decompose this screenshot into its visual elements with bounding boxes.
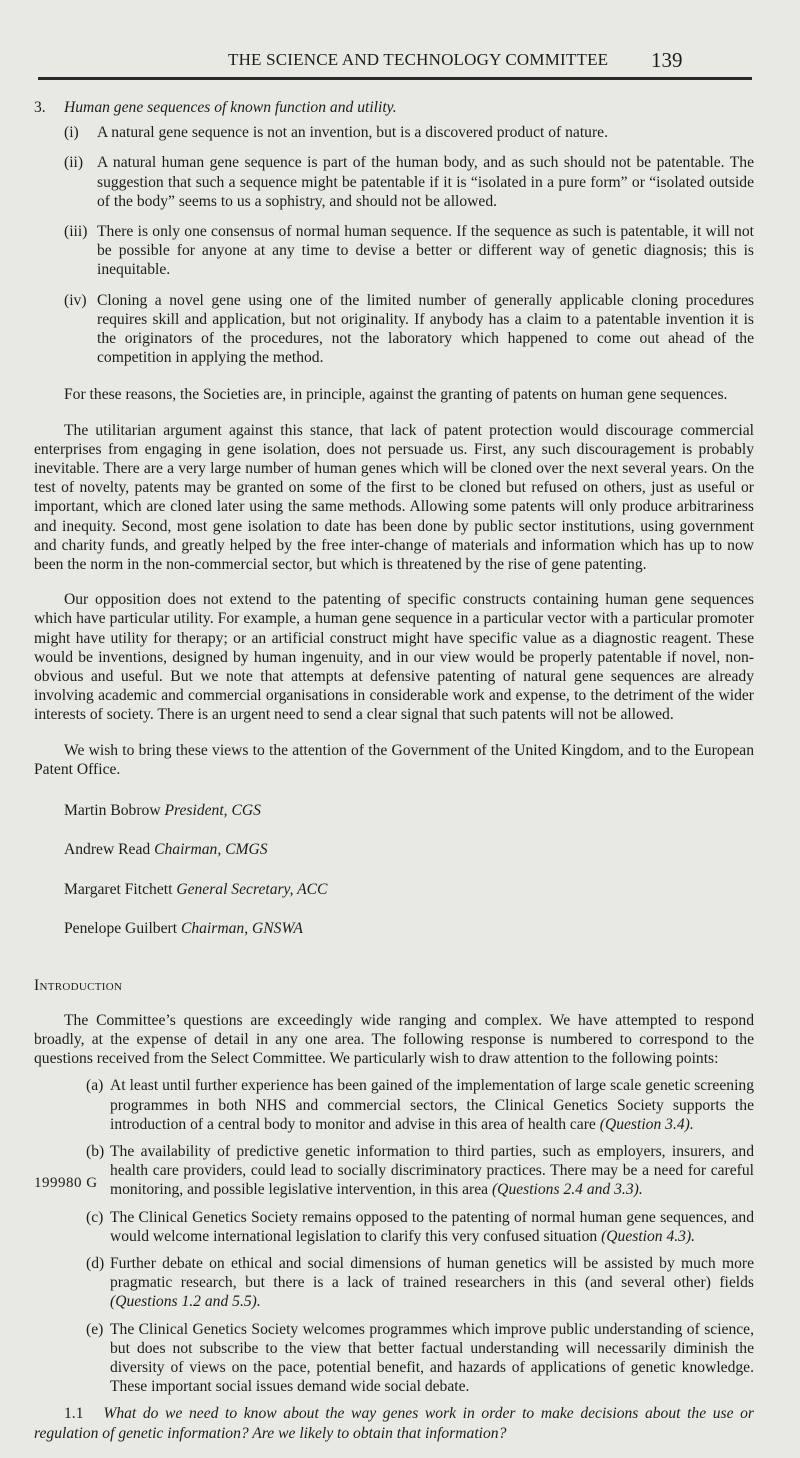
running-title: THE SCIENCE AND TECHNOLOGY COMMITTEE xyxy=(228,50,609,69)
list-item xyxy=(64,291,754,368)
point-label: (e) xyxy=(86,1320,104,1338)
signatory-name: Margaret Fitchett xyxy=(64,880,173,898)
item-label: (i) xyxy=(64,124,79,142)
question-reference: (Questions 2.4 and 3.3). xyxy=(491,1181,643,1199)
list-item xyxy=(64,153,754,211)
question-number: 1.1 xyxy=(64,1405,84,1423)
paragraph: The utilitarian argument against this stance, that lack of patent protection would discourage commercial enterprises from engaging in gene isolation, does not persuade us. First, any such discouragement is probably inevitable. There are a very large number of human genes which will be cloned over the next several years. On the test of novelty, patents may be granted on some of the first to be cloned but refused on others, just as useful or important, which are cloned later using the same methods. Allowing some patents will only produce arbitrariness and inequity. Second, most gene isolation to date has been done by public sector institutions, using government and charity funds, and greatly helped by the free inter-change of materials and information which has up to now been the norm in the non-commercial sector, but which is threatened by the rise of gene patenting. xyxy=(34,421,754,574)
introduction-points xyxy=(34,1076,754,1396)
signatory xyxy=(64,840,754,859)
signatory xyxy=(64,880,754,899)
list-item xyxy=(86,1320,754,1397)
section-title: Human gene sequences of known function and utility. xyxy=(64,99,397,116)
point-text: At least until further experience has been gained of the implementation of large scale genetic screening programmes in both NHS and commercial sectors, the Clinical Genetics Society supports the introduction of a central body to monitor and advise in this area of health care xyxy=(110,1077,754,1133)
paragraph: For these reasons, the Societies are, in principle, against the granting of patents on human gene sequences. xyxy=(64,386,728,404)
list-item xyxy=(64,123,754,142)
question-reference: (Question 4.3). xyxy=(601,1227,696,1245)
question-text: What do we need to know about the way genes work in order to make decisions about the use or regulation of genetic information? Are we likely to obtain that information? xyxy=(34,1405,754,1442)
list-item xyxy=(64,222,754,280)
point-text: The availability of predictive genetic information to third parties, such as employers, insurers, and health care providers, could lead to socially discriminatory practices. There may be a need for careful monitoring, and possible legislative intervention, in this area xyxy=(110,1142,754,1199)
section-number: 3. xyxy=(34,99,46,116)
footer-code: 199980 G xyxy=(34,1175,98,1191)
item-label: (iv) xyxy=(64,291,87,309)
question-reference: (Questions 1.2 and 5.5). xyxy=(110,1293,261,1311)
list-item xyxy=(86,1076,754,1134)
page-body xyxy=(34,98,754,1458)
item-label: (ii) xyxy=(64,154,84,172)
header-rule xyxy=(38,77,752,80)
page-number: 139 xyxy=(651,48,683,72)
signatory-role: General Secretary, ACC xyxy=(176,880,328,898)
point-label: (a) xyxy=(86,1077,104,1095)
signatory-role: Chairman, CMGS xyxy=(154,841,268,859)
question-1-1 xyxy=(34,1404,754,1442)
list-item xyxy=(86,1254,754,1312)
list-item xyxy=(86,1208,754,1246)
item-text: Cloning a novel gene using one of the limited number of generally applicable cloning procedures requires skill and application, but not originality. If anybody has a claim to a patentable invention it is the originators of the procedures, not the laboratory which happened to come out ahead of the competition in applying the method. xyxy=(97,291,754,367)
point-label: (d) xyxy=(86,1254,105,1272)
question-reference: (Question 3.4). xyxy=(599,1115,694,1133)
point-text: The Clinical Genetics Society welcomes programmes which improve public understanding of science, but does not subscribe to the view that better factual understanding will necessarily diminish the diversity of views on the pace, potential benefit, and hazards of applications of genetic knowledge. These important social issues demand wide social debate. xyxy=(110,1320,754,1396)
point-label: (b) xyxy=(86,1142,105,1160)
item-label: (iii) xyxy=(64,223,88,241)
item-text: There is only one consensus of normal human sequence. If the sequence as such is patentable, it will not be possible for anyone at any time to devise a better or different way of genetic diagnosis; this is inequitable. xyxy=(97,223,754,279)
list-item xyxy=(86,1142,754,1200)
signatory xyxy=(64,919,754,938)
running-header xyxy=(0,48,800,74)
signatory-name: Andrew Read xyxy=(64,841,151,859)
section-heading xyxy=(34,98,754,117)
introduction-paragraph: The Committee’s questions are exceedingly wide ranging and complex. We have attempted to respond broadly, at the expense of detail in any one area. The following response is numbered to correspond to the questions received from the Select Committee. We particularly wish to draw attention to the following points: xyxy=(34,1011,754,1068)
signatory-role: President, CGS xyxy=(164,802,261,820)
item-text: A natural gene sequence is not an invention, but is a discovered product of nature. xyxy=(97,124,608,142)
signatory-name: Penelope Guilbert xyxy=(64,919,178,937)
paragraph: Our opposition does not extend to the patenting of specific constructs containing human gene sequences which have particular utility. For example, a human gene sequence in a particular vector with a particular promoter might have utility for therapy; or an artificial construct might have specific value as a diagnostic reagent. These would be inventions, designed by human ingenuity, and in our view would be properly patentable if novel, non-obvious and useful. But we note that attempts at defensive patenting of natural gene sequences are already involving academic and commercial organisations in considerable work and expense, to the detriment of the wider interests of society. There is an urgent need to send a clear signal that such patents will not be allowed. xyxy=(34,591,754,724)
point-text: The Clinical Genetics Society remains opposed to the patenting of normal human gene sequences, and would welcome international legislation to clarify this very confused situation xyxy=(110,1208,754,1245)
signatory-name: Martin Bobrow xyxy=(64,802,161,820)
point-label: (c) xyxy=(86,1208,104,1226)
introduction-heading: Introduction xyxy=(34,976,123,994)
paragraph: We wish to bring these views to the attention of the Government of the United Kingdom, and to the European Patent Office. xyxy=(34,741,754,778)
item-text: A natural human gene sequence is part of the human body, and as such should not be patentable. The suggestion that such a sequence might be patentable if it is “isolated in a pure form” or “isolated outside of the body” seems to us a sophistry, and should not be allowed. xyxy=(97,154,754,210)
point-text: Further debate on ethical and social dimensions of human genetics will be assisted by much more pragmatic research, but there is a lack of trained researchers in this (and several other) fields xyxy=(110,1254,754,1292)
signatory-role: Chairman, GNSWA xyxy=(180,919,303,937)
signatory xyxy=(64,801,754,820)
